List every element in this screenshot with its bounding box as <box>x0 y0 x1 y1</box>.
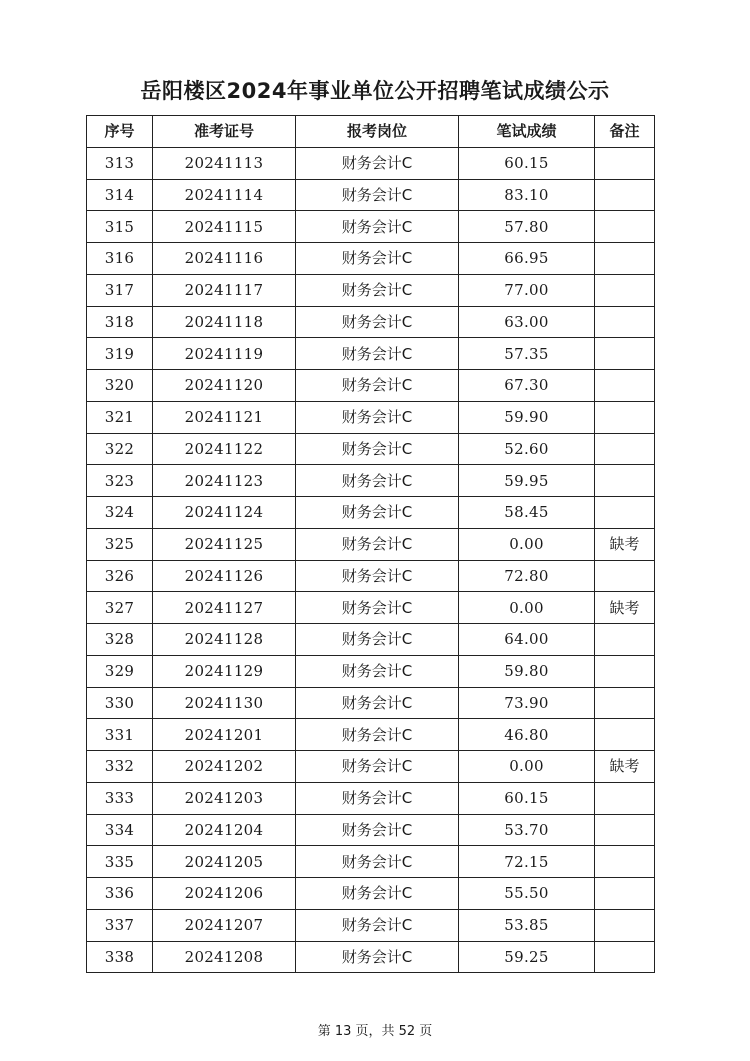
cell-position: 财务会计C <box>296 624 459 656</box>
cell-admission-ticket: 20241119 <box>153 338 296 370</box>
cell-remarks <box>595 243 655 275</box>
cell-admission-ticket: 20241113 <box>153 147 296 179</box>
cell-written-score: 52.60 <box>459 433 595 465</box>
cell-written-score: 63.00 <box>459 306 595 338</box>
cell-remarks <box>595 846 655 878</box>
cell-serial-number: 325 <box>87 528 153 560</box>
cell-serial-number: 330 <box>87 687 153 719</box>
cell-remarks <box>595 147 655 179</box>
cell-admission-ticket: 20241129 <box>153 655 296 687</box>
cell-position: 财务会计C <box>296 306 459 338</box>
cell-position: 财务会计C <box>296 909 459 941</box>
cell-remarks <box>595 211 655 243</box>
cell-written-score: 55.50 <box>459 878 595 910</box>
cell-remarks: 缺考 <box>595 528 655 560</box>
table-row <box>87 338 655 370</box>
cell-admission-ticket: 20241201 <box>153 719 296 751</box>
cell-written-score: 0.00 <box>459 751 595 783</box>
cell-position: 财务会计C <box>296 243 459 275</box>
cell-admission-ticket: 20241127 <box>153 592 296 624</box>
cell-serial-number: 315 <box>87 211 153 243</box>
cell-position: 财务会计C <box>296 846 459 878</box>
cell-remarks <box>595 719 655 751</box>
cell-remarks <box>595 401 655 433</box>
cell-serial-number: 322 <box>87 433 153 465</box>
cell-admission-ticket: 20241114 <box>153 179 296 211</box>
table-row <box>87 211 655 243</box>
table-row <box>87 846 655 878</box>
table-header-row <box>87 116 655 148</box>
cell-written-score: 0.00 <box>459 592 595 624</box>
cell-admission-ticket: 20241202 <box>153 751 296 783</box>
cell-remarks <box>595 782 655 814</box>
table-row <box>87 370 655 402</box>
cell-serial-number: 333 <box>87 782 153 814</box>
table-row <box>87 306 655 338</box>
cell-written-score: 59.25 <box>459 941 595 973</box>
cell-position: 财务会计C <box>296 179 459 211</box>
table-row <box>87 909 655 941</box>
cell-serial-number: 327 <box>87 592 153 624</box>
cell-written-score: 60.15 <box>459 147 595 179</box>
cell-serial-number: 317 <box>87 274 153 306</box>
cell-admission-ticket: 20241208 <box>153 941 296 973</box>
table-row <box>87 655 655 687</box>
cell-serial-number: 335 <box>87 846 153 878</box>
cell-serial-number: 319 <box>87 338 153 370</box>
cell-serial-number: 337 <box>87 909 153 941</box>
cell-admission-ticket: 20241204 <box>153 814 296 846</box>
table-row <box>87 782 655 814</box>
cell-written-score: 59.90 <box>459 401 595 433</box>
cell-position: 财务会计C <box>296 687 459 719</box>
cell-admission-ticket: 20241126 <box>153 560 296 592</box>
cell-written-score: 57.80 <box>459 211 595 243</box>
table-row <box>87 274 655 306</box>
cell-admission-ticket: 20241115 <box>153 211 296 243</box>
cell-admission-ticket: 20241128 <box>153 624 296 656</box>
table-row <box>87 528 655 560</box>
cell-admission-ticket: 20241117 <box>153 274 296 306</box>
cell-written-score: 46.80 <box>459 719 595 751</box>
table-body <box>87 147 655 973</box>
table-row <box>87 497 655 529</box>
cell-position: 财务会计C <box>296 147 459 179</box>
cell-written-score: 0.00 <box>459 528 595 560</box>
header-position: 报考岗位 <box>296 116 459 148</box>
cell-written-score: 83.10 <box>459 179 595 211</box>
cell-position: 财务会计C <box>296 433 459 465</box>
cell-serial-number: 326 <box>87 560 153 592</box>
table-row <box>87 814 655 846</box>
cell-position: 财务会计C <box>296 878 459 910</box>
cell-position: 财务会计C <box>296 465 459 497</box>
cell-position: 财务会计C <box>296 497 459 529</box>
cell-serial-number: 321 <box>87 401 153 433</box>
header-remarks: 备注 <box>595 116 655 148</box>
cell-written-score: 72.15 <box>459 846 595 878</box>
score-table <box>86 115 655 973</box>
cell-serial-number: 336 <box>87 878 153 910</box>
cell-admission-ticket: 20241123 <box>153 465 296 497</box>
table-row <box>87 719 655 751</box>
cell-serial-number: 314 <box>87 179 153 211</box>
cell-position: 财务会计C <box>296 719 459 751</box>
cell-written-score: 59.80 <box>459 655 595 687</box>
table-row <box>87 147 655 179</box>
cell-written-score: 53.85 <box>459 909 595 941</box>
cell-written-score: 64.00 <box>459 624 595 656</box>
header-admission-ticket: 准考证号 <box>153 116 296 148</box>
cell-written-score: 58.45 <box>459 497 595 529</box>
table-row <box>87 751 655 783</box>
cell-admission-ticket: 20241130 <box>153 687 296 719</box>
cell-position: 财务会计C <box>296 370 459 402</box>
cell-written-score: 57.35 <box>459 338 595 370</box>
cell-position: 财务会计C <box>296 782 459 814</box>
cell-serial-number: 324 <box>87 497 153 529</box>
cell-position: 财务会计C <box>296 401 459 433</box>
table-row <box>87 687 655 719</box>
cell-remarks <box>595 878 655 910</box>
cell-remarks: 缺考 <box>595 592 655 624</box>
cell-admission-ticket: 20241206 <box>153 878 296 910</box>
cell-written-score: 73.90 <box>459 687 595 719</box>
cell-remarks <box>595 306 655 338</box>
cell-written-score: 66.95 <box>459 243 595 275</box>
cell-remarks <box>595 274 655 306</box>
cell-serial-number: 331 <box>87 719 153 751</box>
cell-remarks <box>595 941 655 973</box>
header-serial-number: 序号 <box>87 116 153 148</box>
cell-written-score: 72.80 <box>459 560 595 592</box>
cell-remarks <box>595 497 655 529</box>
table-row <box>87 941 655 973</box>
cell-position: 财务会计C <box>296 655 459 687</box>
cell-remarks <box>595 687 655 719</box>
cell-position: 财务会计C <box>296 560 459 592</box>
table-row <box>87 433 655 465</box>
cell-remarks <box>595 433 655 465</box>
cell-serial-number: 332 <box>87 751 153 783</box>
cell-admission-ticket: 20241124 <box>153 497 296 529</box>
table-row <box>87 465 655 497</box>
table-row <box>87 624 655 656</box>
cell-written-score: 67.30 <box>459 370 595 402</box>
cell-position: 财务会计C <box>296 814 459 846</box>
cell-serial-number: 323 <box>87 465 153 497</box>
header-written-score: 笔试成绩 <box>459 116 595 148</box>
table-row <box>87 179 655 211</box>
cell-admission-ticket: 20241120 <box>153 370 296 402</box>
cell-admission-ticket: 20241205 <box>153 846 296 878</box>
cell-remarks <box>595 370 655 402</box>
cell-position: 财务会计C <box>296 751 459 783</box>
cell-serial-number: 316 <box>87 243 153 275</box>
cell-remarks: 缺考 <box>595 751 655 783</box>
cell-remarks <box>595 465 655 497</box>
cell-admission-ticket: 20241121 <box>153 401 296 433</box>
table-row <box>87 592 655 624</box>
cell-admission-ticket: 20241203 <box>153 782 296 814</box>
cell-position: 财务会计C <box>296 211 459 243</box>
table-row <box>87 878 655 910</box>
table-row <box>87 560 655 592</box>
cell-admission-ticket: 20241207 <box>153 909 296 941</box>
cell-position: 财务会计C <box>296 941 459 973</box>
page-footer: 第 13 页，共 52 页 <box>317 1024 433 1039</box>
cell-serial-number: 329 <box>87 655 153 687</box>
cell-remarks <box>595 655 655 687</box>
cell-admission-ticket: 20241118 <box>153 306 296 338</box>
cell-serial-number: 328 <box>87 624 153 656</box>
table-row <box>87 401 655 433</box>
cell-remarks <box>595 179 655 211</box>
cell-serial-number: 334 <box>87 814 153 846</box>
cell-remarks <box>595 624 655 656</box>
cell-serial-number: 320 <box>87 370 153 402</box>
cell-admission-ticket: 20241125 <box>153 528 296 560</box>
document-title: 岳阳楼区2024年事业单位公开招聘笔试成绩公示 <box>140 79 610 103</box>
cell-position: 财务会计C <box>296 274 459 306</box>
cell-written-score: 60.15 <box>459 782 595 814</box>
cell-position: 财务会计C <box>296 592 459 624</box>
cell-admission-ticket: 20241122 <box>153 433 296 465</box>
cell-written-score: 53.70 <box>459 814 595 846</box>
table-row <box>87 243 655 275</box>
cell-remarks <box>595 814 655 846</box>
cell-serial-number: 338 <box>87 941 153 973</box>
cell-position: 财务会计C <box>296 528 459 560</box>
cell-written-score: 59.95 <box>459 465 595 497</box>
cell-remarks <box>595 338 655 370</box>
cell-position: 财务会计C <box>296 338 459 370</box>
cell-serial-number: 318 <box>87 306 153 338</box>
cell-admission-ticket: 20241116 <box>153 243 296 275</box>
cell-serial-number: 313 <box>87 147 153 179</box>
cell-remarks <box>595 560 655 592</box>
cell-written-score: 77.00 <box>459 274 595 306</box>
cell-remarks <box>595 909 655 941</box>
